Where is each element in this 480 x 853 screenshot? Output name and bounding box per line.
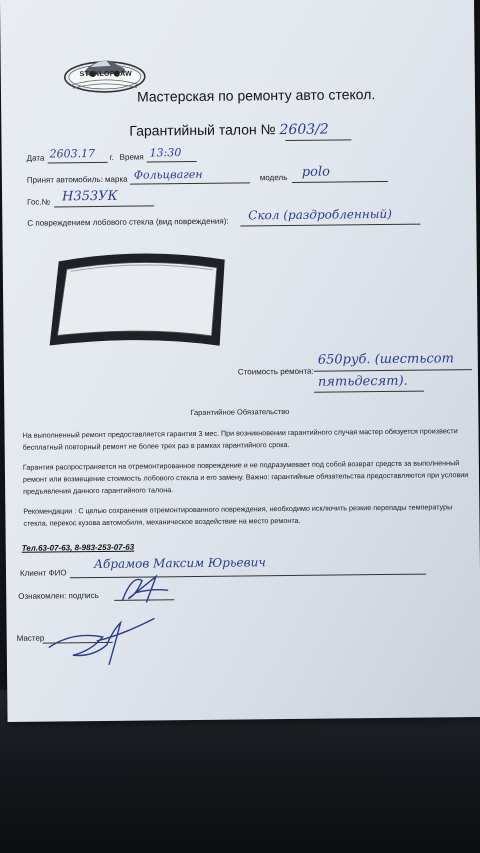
date-label: Дата xyxy=(26,153,45,163)
coupon-number-line xyxy=(285,139,351,141)
obligation-paragraph-2: Гарантия распространяется на отремонтированное повреждение и не подразумевает под собой возврат средств за выполненный ремонт или возмещение стоимость лобового стекла и его замену. Важно: гарантийные обязательства предоставляются при условии предъявления данного гарантийного талона. xyxy=(22,458,469,496)
car-make-line xyxy=(130,182,250,184)
plate-line xyxy=(54,205,154,207)
cost-value-line2: пятьдесят). xyxy=(317,373,408,390)
client-label: Клиент ФИО xyxy=(19,568,67,578)
time-value: 13:30 xyxy=(149,146,182,160)
master-signature xyxy=(42,610,163,671)
car-make-value: Фольцваген xyxy=(133,167,203,182)
car-make-label: Принят автомобиль: марка xyxy=(26,174,128,185)
date-line xyxy=(48,162,108,164)
client-name: Абрамов Максим Юрьевич xyxy=(93,555,266,572)
year-suffix: г. xyxy=(109,152,114,162)
date-value: 2603.17 xyxy=(49,147,96,161)
time-line xyxy=(147,161,197,163)
obligation-title: Гарантийное Обязательство xyxy=(190,406,290,418)
coupon-title xyxy=(129,121,329,140)
model-value: polo xyxy=(301,164,331,180)
time-label: Время xyxy=(119,152,144,162)
damage-label: С повреждением лобового стекла (вид повреждения): xyxy=(27,216,229,228)
recommendations-paragraph: Рекомендации : С целью сохранения отремонтированного повреждения, необходимо исключить резкие перепады температуры стекла, перекос кузова автомобиля, механическое воздействие на место ремонта. xyxy=(23,502,453,528)
coupon-title-label: Гарантийный талон № xyxy=(129,121,276,139)
client-signature xyxy=(116,570,176,607)
obligation-paragraph-1: На выполненный ремонт предоставляется гарантия 3 мес. При возникновении гарантийного случая мастер обязуется произвести бесплатный повторный ремонт не более трех раз в рамках гарантийного срока. xyxy=(22,426,458,452)
model-line xyxy=(292,181,388,183)
workshop-title: Мастерская по ремонту авто стекол. xyxy=(136,86,376,105)
cost-label: Стоимость ремонта: xyxy=(237,366,314,377)
logo-text: STEKLOPRAW xyxy=(79,70,133,79)
windshield-diagram xyxy=(41,247,242,359)
master-label: Мастер xyxy=(16,633,45,643)
acknowledged-label: Ознакомлен: подпись xyxy=(18,590,99,601)
coupon-number: 2603/2 xyxy=(279,121,329,139)
cost-line-2 xyxy=(314,391,424,393)
plate-value: Н353УК xyxy=(61,188,118,205)
plate-label: Гос.№ xyxy=(27,197,51,207)
contact-phones: Тел.63-07-63, 8-983-253-07-63 xyxy=(21,542,135,553)
cost-line-1 xyxy=(314,369,472,372)
damage-value: Скол (раздробленный) xyxy=(248,206,393,223)
model-label: модель xyxy=(259,173,288,183)
damage-line xyxy=(240,224,420,227)
cost-value-line1: 650руб. (шестьсот xyxy=(317,351,454,368)
